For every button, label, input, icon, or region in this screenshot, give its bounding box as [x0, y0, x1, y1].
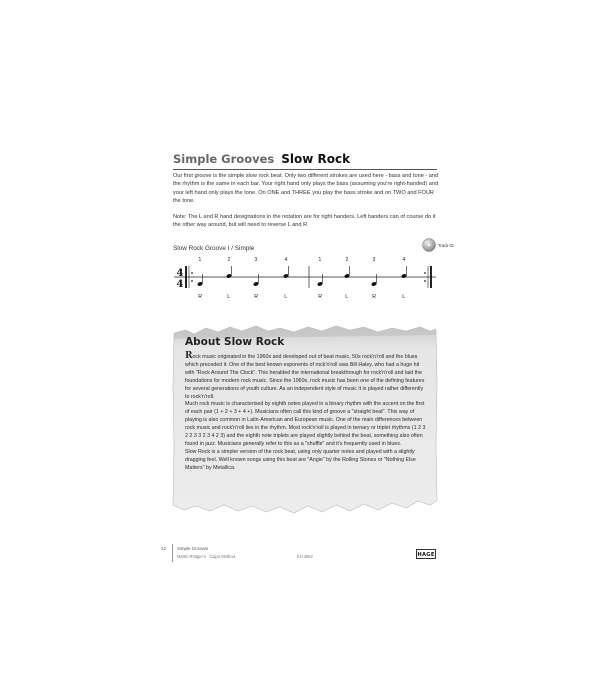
beat-count: 4	[402, 257, 406, 263]
hand-label: L	[345, 294, 349, 300]
intro-note: Note: The L and R hand designations in the notation are for right handers. Left handers can of course do it the other way around, but will need to reverse L and R	[173, 213, 436, 228]
heading-section: Simple Grooves	[173, 152, 275, 166]
repeat-start-dot	[191, 280, 193, 282]
intro-paragraph: Our first groove is the simple slow rock beat. Only two different strokes are used here - bass and tone - and the rhythm is the same in each bar. Your right hand only plays the bass (assuming you're right-handed) and your left hand only plays the tone. On ONE and THREE you play the bass stroke and on TWO and FOUR the tone.	[173, 173, 439, 204]
footer-divider	[172, 544, 173, 562]
repeat-end-thick	[430, 266, 432, 288]
about-paragraph-2: Much rock music is characterised by eighth notes played in a binary rhythm with the accent on the first of each pair (1 + 2 + 3 + 4 +). Musicians often call this kind of groove a "straight beat". This way of playing is also common in Latin-American and European music. One of the main differences between rock music and rock'n'roll lies in the rhythm. Most rock'n'roll is played in ternary or triplet rhythms (1 2 3 2 2 3 3 2 3 4 2 3) and the eighth note triplets are played slightly behind the beat, something also often found in jazz. Musicians generally refer to this as a "shuffle" and it's frequently used in blues.	[185, 401, 426, 447]
footer-edition-code: EH 3962	[297, 554, 313, 559]
time-signature-bottom: 4	[176, 279, 184, 290]
hand-label: R	[372, 294, 376, 300]
hand-label: R	[318, 294, 322, 300]
hand-label: L	[402, 294, 406, 300]
beat-count: 1	[198, 257, 202, 263]
cd-icon	[422, 238, 436, 252]
footer-section: Simple Grooves	[177, 546, 209, 551]
hand-label: L	[227, 294, 231, 300]
footer-book-title: Martin Röttger's · Cajon Method	[177, 554, 235, 559]
about-paragraph-3: Slow Rock is a simpler version of the rock beat, using only quarter notes and played with a slightly dragging feel. Well known songs using this beat are "Angie" by the Rolling Stones or "Nothing Else Matters" by Metallica.	[185, 448, 416, 471]
beat-count: 2	[345, 257, 349, 263]
drop-cap: R	[185, 351, 193, 361]
page-number: 22	[161, 546, 166, 551]
about-paragraph-1	[185, 351, 427, 401]
about-text	[185, 351, 427, 473]
repeat-end-dot	[424, 280, 426, 282]
track-label: Track 01	[438, 243, 455, 248]
hand-label: L	[284, 294, 288, 300]
beat-count: 3	[254, 257, 258, 263]
beat-count: 4	[284, 257, 288, 263]
intro-text	[173, 172, 441, 237]
about-paragraph-1-text: ock music originated in the 1960s and developed out of beat music, 50s rock'n'roll and the blues which preceded it. One of the best known exponents of rock'n'roll was Bill Haley, who had a huge hit with "Rock Around The Clock". This heralded the international breakthrough for rock'n'roll and laid the foundations for modern rock music. Since the 1960s, rock music has been one of the defining features for several generations of youth culture. As an independent style of music it is played rather differently to rock'n'roll.	[185, 354, 425, 400]
time-signature-top: 4	[176, 268, 184, 279]
about-box	[172, 325, 438, 515]
beat-count: 1	[318, 257, 322, 263]
publisher-logo: HAGE	[416, 549, 436, 559]
repeat-start-dot	[191, 272, 193, 274]
drum-notation	[172, 255, 440, 303]
beat-count: 3	[372, 257, 376, 263]
beat-count: 2	[227, 257, 231, 263]
about-title: About Slow Rock	[185, 336, 285, 348]
page-heading	[173, 152, 437, 170]
hand-label: R	[254, 294, 258, 300]
heading-title: Slow Rock	[281, 152, 351, 166]
exercise-title: Slow Rock Groove I / Simple	[173, 245, 255, 252]
repeat-end-dot	[424, 272, 426, 274]
repeat-start-thick	[185, 266, 187, 288]
hand-label: R	[198, 294, 202, 300]
